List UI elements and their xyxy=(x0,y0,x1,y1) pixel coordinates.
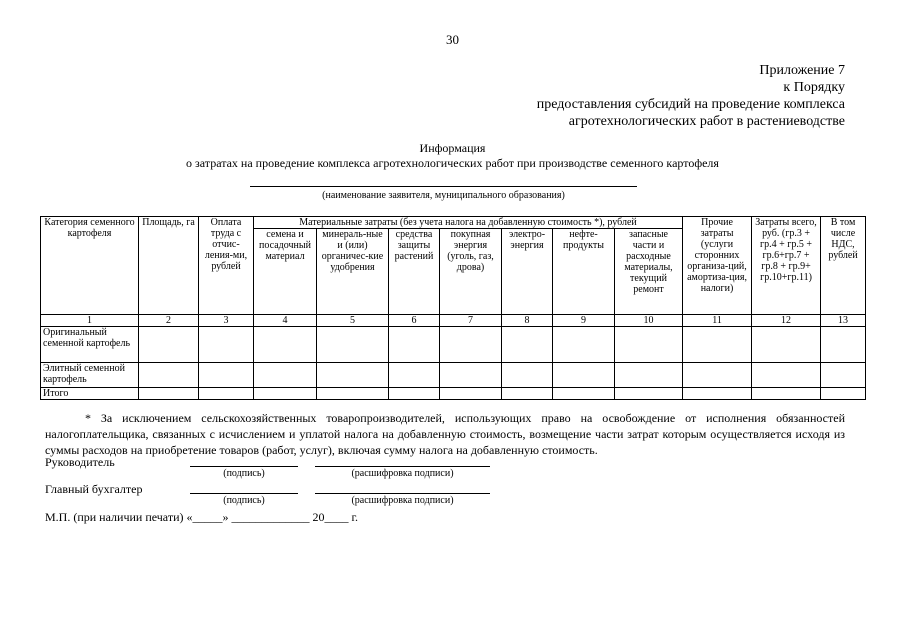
column-number: 8 xyxy=(502,315,553,327)
table-cell[interactable] xyxy=(317,388,389,400)
table-cell[interactable] xyxy=(199,363,254,388)
header-labor: Оплата труда с отчис-ления-ми, рублей xyxy=(199,217,254,315)
accountant-signature-line[interactable] xyxy=(190,493,298,494)
table-cell[interactable] xyxy=(502,363,553,388)
header-purchased-energy: покупная энергия (уголь, газ, дрова) xyxy=(440,229,502,315)
table-cell[interactable] xyxy=(139,363,199,388)
table-cell[interactable] xyxy=(440,363,502,388)
header-electricity: электро-энергия xyxy=(502,229,553,315)
table-cell[interactable] xyxy=(139,388,199,400)
table-cell[interactable] xyxy=(254,363,317,388)
document-title xyxy=(0,141,905,171)
column-number: 3 xyxy=(199,315,254,327)
appendix-line-3: предоставления субсидий на проведение комплекса xyxy=(536,97,845,112)
table-cell[interactable] xyxy=(821,363,866,388)
accountant-signature-caption: (подпись) xyxy=(223,495,265,506)
table-cell[interactable] xyxy=(683,327,752,363)
appendix-reference xyxy=(537,62,845,130)
table-cell[interactable] xyxy=(821,388,866,400)
table-cell[interactable] xyxy=(683,388,752,400)
table-cell[interactable] xyxy=(615,363,683,388)
appendix-line-1: Приложение 7 xyxy=(759,63,845,78)
table-cell[interactable] xyxy=(254,388,317,400)
row-label-original: Оригинальный семенной картофель xyxy=(41,327,139,363)
column-number: 2 xyxy=(139,315,199,327)
table-cell[interactable] xyxy=(502,388,553,400)
header-category: Категория семенного картофеля xyxy=(41,217,139,315)
header-area: Площадь, га xyxy=(139,217,199,315)
table-cell[interactable] xyxy=(502,327,553,363)
table-row xyxy=(41,388,866,400)
page-number: 30 xyxy=(446,32,459,47)
column-number: 6 xyxy=(389,315,440,327)
footnote-text: * За исключением сельскохозяйственных товаропроизводителей, использующих право на освобождение от исполнения обязанностей налогоплательщика, связанных с исчислением и уплатой налога на добавленную стоимость, возмещение части затрат которым осуществляется исходя из суммы расходов на приобретение товаров (работ, услуг), включая сумму налога на добавленную стоимость. xyxy=(45,411,845,457)
column-number: 12 xyxy=(752,315,821,327)
table-cell[interactable] xyxy=(752,388,821,400)
applicant-caption: (наименование заявителя, муниципального образования) xyxy=(322,190,565,201)
column-number: 11 xyxy=(683,315,752,327)
table-row xyxy=(41,363,866,388)
column-number: 13 xyxy=(821,315,866,327)
appendix-line-4: агротехнологических работ в растениеводстве xyxy=(568,114,845,129)
column-numbers-row xyxy=(41,315,866,327)
table-cell[interactable] xyxy=(752,363,821,388)
applicant-name-line xyxy=(250,186,637,187)
column-number: 9 xyxy=(553,315,615,327)
footnote xyxy=(45,410,845,458)
accountant-decoding-caption: (расшифровка подписи) xyxy=(351,495,454,506)
table-cell[interactable] xyxy=(440,327,502,363)
header-seeds: семена и посадочный материал xyxy=(254,229,317,315)
costs-table xyxy=(40,216,866,400)
table-cell[interactable] xyxy=(199,388,254,400)
header-spare-parts: запасные части и расходные материалы, текущий ремонт xyxy=(615,229,683,315)
title-heading: Информация xyxy=(419,141,486,155)
header-total-costs: Затраты всего, руб. (гр.3 + гр.4 + гр.5 + гр.6+гр.7 + гр.8 + гр.9+ гр.10+гр.11) xyxy=(752,217,821,315)
table-row xyxy=(41,327,866,363)
header-plant-protection: средства защиты растений xyxy=(389,229,440,315)
table-cell[interactable] xyxy=(615,327,683,363)
table-cell[interactable] xyxy=(553,388,615,400)
title-subheading: о затратах на проведение комплекса агротехнологических работ при производстве семенного картофеля xyxy=(186,156,719,170)
table-cell[interactable] xyxy=(440,388,502,400)
table-cell[interactable] xyxy=(752,327,821,363)
header-other-costs: Прочие затраты (услуги сторонних организа-ций, амортиза-ция, налоги) xyxy=(683,217,752,315)
table-cell[interactable] xyxy=(317,363,389,388)
appendix-line-2: к Порядку xyxy=(783,80,845,95)
column-number: 4 xyxy=(254,315,317,327)
head-decoding-caption: (расшифровка подписи) xyxy=(351,468,454,479)
head-label: Руководитель xyxy=(45,455,115,469)
row-label-elite: Элитный семенной картофель xyxy=(41,363,139,388)
header-vat: В том числе НДС, рублей xyxy=(821,217,866,315)
row-label-total: Итого xyxy=(41,388,139,400)
column-number: 5 xyxy=(317,315,389,327)
table-cell[interactable] xyxy=(615,388,683,400)
column-number: 1 xyxy=(41,315,139,327)
table-cell[interactable] xyxy=(389,363,440,388)
table-cell[interactable] xyxy=(254,327,317,363)
head-signature-line[interactable] xyxy=(190,466,298,467)
table-cell[interactable] xyxy=(139,327,199,363)
table-cell[interactable] xyxy=(821,327,866,363)
header-material-costs: Материальные затраты (без учета налога на добавленную стоимость *), рублей xyxy=(254,217,683,229)
accountant-label: Главный бухгалтер xyxy=(45,482,143,496)
column-number: 10 xyxy=(615,315,683,327)
table-cell[interactable] xyxy=(683,363,752,388)
table-cell[interactable] xyxy=(389,388,440,400)
table-cell[interactable] xyxy=(553,327,615,363)
head-signature-caption: (подпись) xyxy=(223,468,265,479)
table-cell[interactable] xyxy=(389,327,440,363)
header-oil-products: нефте-продукты xyxy=(553,229,615,315)
head-decoding-line[interactable] xyxy=(315,466,490,467)
accountant-decoding-line[interactable] xyxy=(315,493,490,494)
stamp-date-line: М.П. (при наличии печати) «_____» _____________ 20____ г. xyxy=(45,510,359,524)
header-fertilizers: минераль-ные и (или) органичес-кие удобрения xyxy=(317,229,389,315)
table-cell[interactable] xyxy=(553,363,615,388)
column-number: 7 xyxy=(440,315,502,327)
table-cell[interactable] xyxy=(199,327,254,363)
table-cell[interactable] xyxy=(317,327,389,363)
